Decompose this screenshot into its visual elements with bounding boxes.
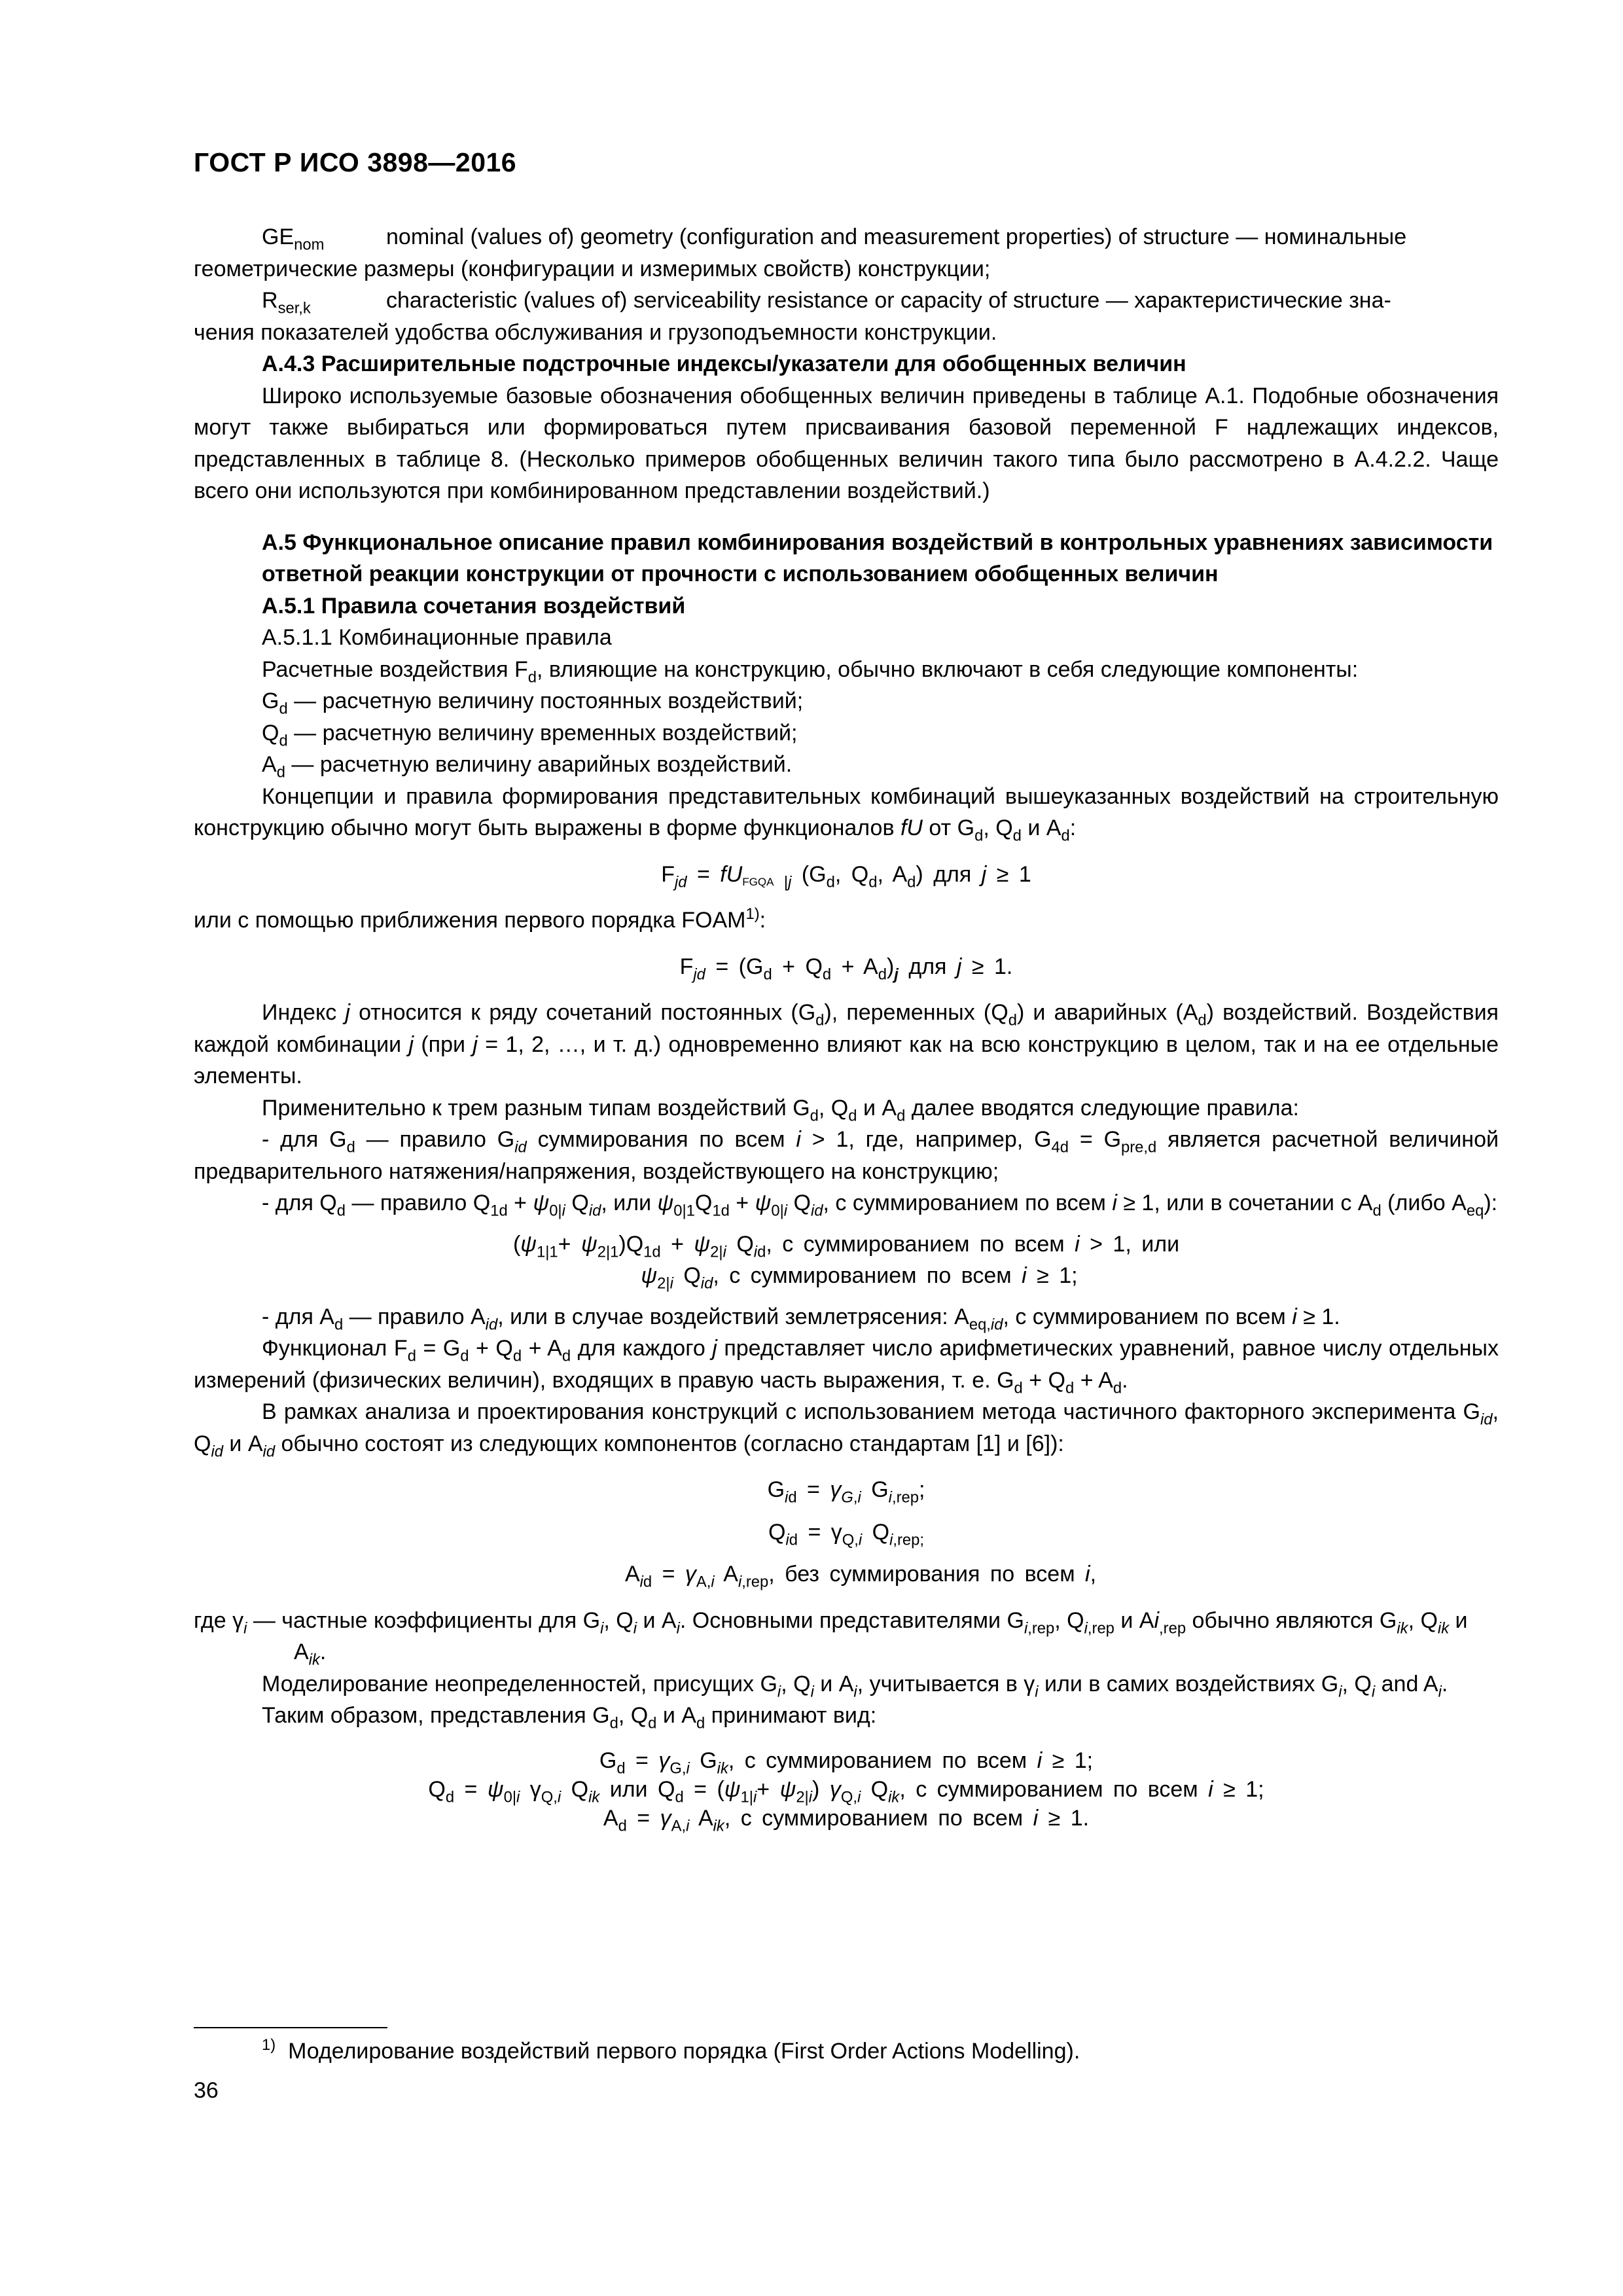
- footnote: [262, 2036, 1080, 2067]
- equation-psi-combination-2: $\psi_{2|i}$ $Q_{id}$, с суммированием по всем i ≥ 1;: [641, 1263, 1078, 1293]
- equation-qid: $Q_{id} = \gamma_{Q,i}$ $Q_{i,rep;}$: [768, 1519, 924, 1549]
- symbol-ge-nom: $GE_{nom}$: [262, 224, 325, 254]
- subsection-a511: А.5.1.1 Комбинационные правила: [262, 625, 612, 650]
- rule-gd: - для $G_d$ — правило $G_{id}$ суммирования по всем i > 1, где, например, $G_{4d} = G_{pre,d}$ является расчетной величиной предварительного натяжения/напряжения, воздействующего на конструкцию;: [194, 1127, 1499, 1184]
- page-header-standard-number: ГОСТ Р ИСО 3898—2016: [194, 147, 517, 177]
- equation-gd-final: $G_d = \gamma_{G,i}$ $G_{ik}$, с суммированием по всем i ≥ 1;: [599, 1748, 1094, 1777]
- symbol-r-ser-k: $R_{ser,k}$: [262, 288, 311, 317]
- paragraph-apply: Применительно к трем разным типам воздействий $G_d$, $Q_d$ и $A_d$ далее вводятся следующие правила:: [262, 1095, 1299, 1124]
- paragraph-concepts: Концепции и правила формирования представительных комбинаций вышеуказанных воздействий на строительную конструкцию обычно могут быть выражены в форме функционалов fU от $G_d$, $Q_d$ и $A_d$:: [194, 783, 1499, 845]
- equation-qd-final: $Q_d = \psi_{0|i}$ $\gamma_{Q,i}$ $Q_{ik}$ или $Q_d = (\psi_{1|i}+ \psi_{2|i})$ $\gamma_{Q,i}$ $Q_{ik}$, с суммированием по всем i ≥ 1;: [428, 1776, 1264, 1806]
- rule-qd: - для $Q_d$ — правило $Q_{1d} + \psi_{0|i}$ $Q_{id}$, или $\psi_{0|1}Q_{1d} + \psi_{0|i}$ $Q_{id}$, с суммированием по всем i ≥ 1, или в сочетании с $A_d$ (либо $A_{eq}$):: [262, 1191, 1498, 1220]
- equation-fjd-foam: $F_{jd} = (G_d + Q_d + A_d)_j$ для j ≥ 1.: [679, 954, 1013, 983]
- section-heading-a51: А.5.1 Правила сочетания воздействий: [262, 593, 686, 619]
- equation-gid: $G_{id} = \gamma_{G,i}$ $G_{i,rep}$;: [767, 1477, 925, 1507]
- section-heading-a5: А.5 Функциональное описание правил комбинирования воздействий в контрольных уравнениях зависимости ответной реакции конструкции от прочности с использованием обобщенных величин: [262, 529, 1493, 586]
- equation-aid: $A_{id} = \gamma_{A,i}$ $A_{i,rep}$, без суммирования по всем i,: [624, 1562, 1097, 1591]
- paragraph-design-actions: Расчетные воздействия $F_d$, влияющие на конструкцию, обычно включают в себя следующие компоненты:: [262, 656, 1359, 686]
- rule-ad: - для $A_d$ — правило $A_{id}$, или в случае воздействий землетрясения: $A_{eq,id}$, с суммированием по всем i ≥ 1.: [262, 1304, 1340, 1333]
- section-heading-a43: А.4.3 Расширительные подстрочные индексы/указатели для обобщенных величин: [262, 351, 1186, 376]
- list-item-ad: $A_d$ — расчетную величину аварийных воздействий.: [262, 752, 793, 781]
- definition-r-ser-k: $R_{ser,k}$ characteristic (values of) serviceability resistance or capacity of structure — характеристические зна- чения показателей удобства обслуживания и грузоподъемности конструкции.: [194, 285, 1499, 348]
- footnote-separator: [194, 2027, 387, 2028]
- equation-fjd-functional: $F_{jd} = fU_{FGQA}$ $_{|j}$ ($G_d$, $Q_d$, $A_d$) для j ≥ 1: [661, 861, 1031, 891]
- page-body: [194, 221, 1499, 1833]
- definition-ge-nom: $GE_{nom}$ nominal (values of) geometry (configuration and measurement properties) of structure — номинальные геометрические размеры (конфигурации и измеримых свойств) конструкции;: [194, 221, 1499, 285]
- paragraph-foam: или с помощью приближения первого порядка FOAM$^{1)}$:: [194, 905, 766, 933]
- paragraph-analysis: В рамках анализа и проектирования конструкций с использованием метода частичного факторного эксперимента $G_{id}$, $Q_{id}$ и $A_{id}$ обычно состоят из следующих компонентов (согласно стандартам [1] и [6]):: [194, 1399, 1499, 1460]
- paragraph-functional: Функционал $F_d = G_d + Q_d + A_d$ для каждого j представляет число арифметических уравнений, равное числу отдельных измерений (физических величин), входящих в правую часть выражения, т. е. $G_d + Q_d + A_d$.: [194, 1336, 1499, 1397]
- paragraph-uncertainty: Моделирование неопределенностей, присущих $G_i$, $Q_i$ и $A_i$, учитывается в $\gamma_i$ или в самих воздействиях $G_i$, $Q_i$ and $A_i$.: [262, 1671, 1448, 1700]
- paragraph-a43: Широко используемые базовые обозначения обобщенных величин приведены в таблице А.1. Подобные обозначения могут также выбираться или формироваться путем присваивания базовой переменной F надлежащих индексов, представленных в таблице 8. (Несколько примеров обобщенных величин такого типа было рассмотрено в А.4.2.2. Чаще всего они используются при комбинированном представлении воздействий.): [194, 383, 1499, 503]
- footnote-text: Моделирование воздействий первого порядка (First Order Actions Modelling).: [288, 2039, 1080, 2064]
- list-item-qd: $Q_d$ — расчетную величину временных воздействий;: [262, 720, 798, 749]
- list-item-gd: $G_d$ — расчетную величину постоянных воздействий;: [262, 689, 804, 718]
- paragraph-thus: Таким образом, представления $G_d$, $Q_d$ и $A_d$ принимают вид:: [262, 1703, 877, 1732]
- equation-psi-combination-1: $(\psi_{1|1}+ \psi_{2|1})Q_{1d} + \psi_{2|i}$ $Q_{id}$, с суммированием по всем i > 1, или: [512, 1231, 1180, 1261]
- equation-ad-final: $A_d = \gamma_{A,i}$ $A_{ik}$, с суммированием по всем i ≥ 1.: [603, 1805, 1090, 1835]
- paragraph-index-j: Индекс j относится к ряду сочетаний постоянных $(G_d)$, переменных $(Q_d)$ и аварийных $(A_d)$ воздействий. Воздействия каждой комбинации j (при j = 1, 2, …, и т. д.) одновременно влияют как на всю конструкцию в целом, так и на ее отдельные элементы.: [194, 1000, 1499, 1088]
- footnote-mark: 1): [262, 2036, 276, 2054]
- paragraph-where-gamma: где $\gamma_i$ — частные коэффициенты для $G_i$, $Q_i$ и $A_i$. Основными представителями $G_{i,rep}$, $Q_{i,rep}$ и $Ai_{,rep}$ обычно являются $G_{ik}$, $Q_{ik}$ и $A_{ik}$.: [194, 1607, 1468, 1669]
- page-number: 36: [194, 2078, 219, 2103]
